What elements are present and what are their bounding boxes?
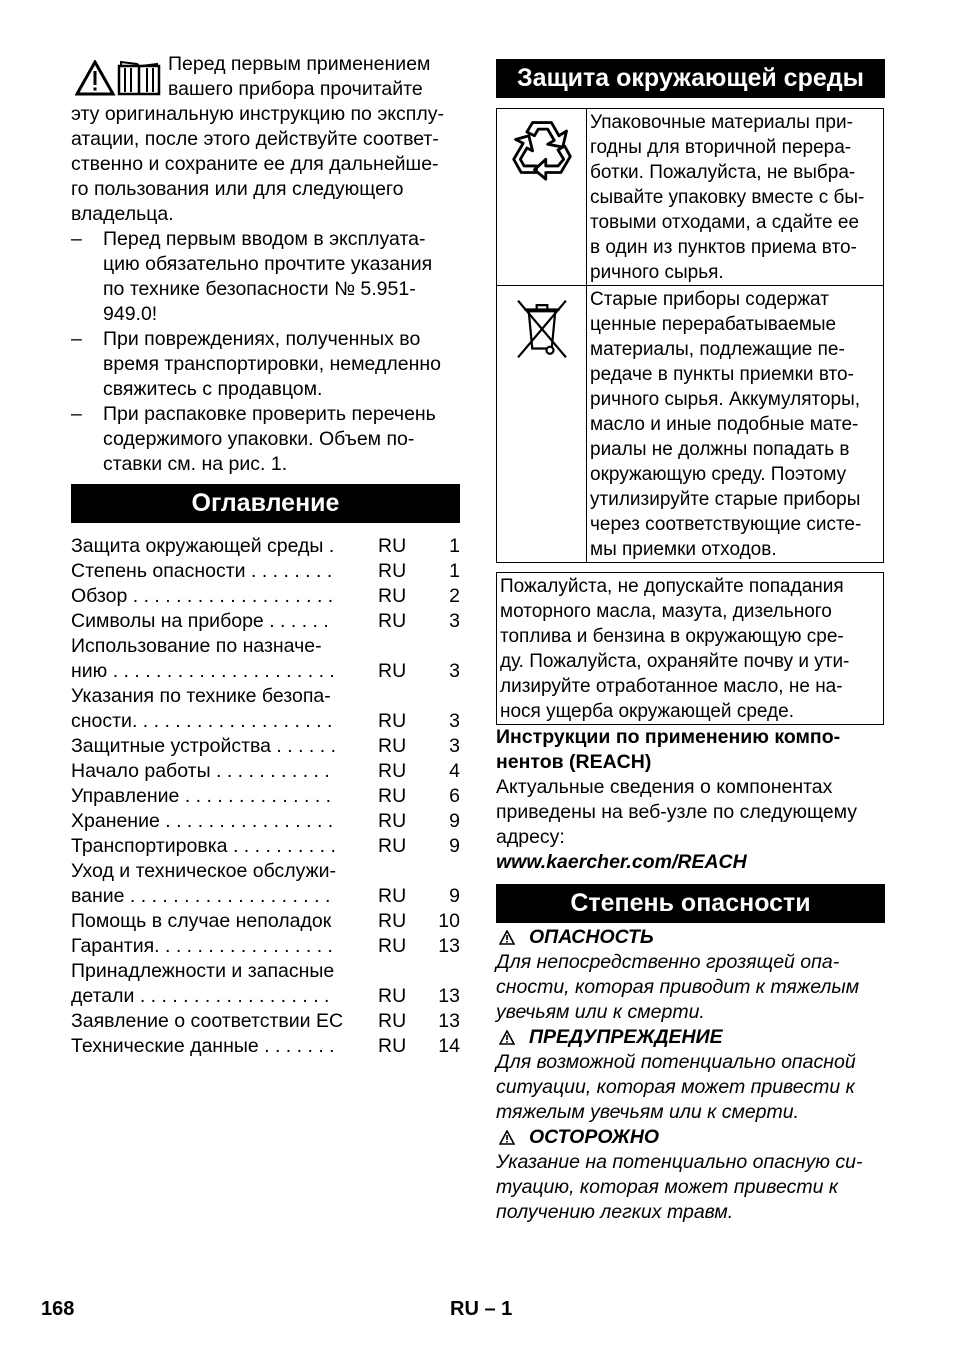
list-item: – При распаковке проверить перечень содержимого упаковки. Объем по- ставки см. на рис. 1. (71, 403, 436, 475)
toc-title: Технические данные . . . . . . . (71, 1035, 335, 1057)
warning-icon (499, 930, 515, 945)
toc-title: Защита окружающей среды . (71, 535, 335, 557)
toc-entry[interactable]: Уход и техническое обслужи- вание . . . . . . . . . . . . . . . . . . . RU 9 (71, 860, 460, 907)
toc-title: нию . . . . . . . . . . . . . . . . . . . . . (71, 660, 335, 682)
intro-paragraph (71, 52, 460, 227)
toc-lang: RU (378, 810, 407, 832)
toc-title: Помощь в случае неполадок (71, 910, 332, 932)
toc-lang: RU (378, 585, 407, 607)
intro-list (71, 227, 460, 477)
toc-entry[interactable]: Указания по технике безопа- сности. . . . . . . . . . . . . . . . . . . RU 3 (71, 685, 460, 732)
recycle-text: Упаковочные материалы при- годны для вторичной перера- ботки. Пожалуйста, не выбра- сывайте упаковку вместе с бы- товыми отходами, а сдайте ее в один из пунктов приема вто- ричного сырья. (587, 109, 884, 286)
toc-entry[interactable] (71, 609, 460, 634)
toc-page: 3 (449, 710, 460, 732)
toc-page: 13 (438, 985, 460, 1007)
toc-entry[interactable] (71, 1009, 460, 1034)
table-of-contents (71, 534, 460, 1059)
toc-lang: RU (378, 760, 407, 782)
toc-page: 3 (449, 660, 460, 682)
danger-level-warning: ПРЕДУПРЕЖДЕНИЕ Для возможной потенциально опасной ситуации, которая может привести к тяжелым увечьям или к смерти. (496, 1026, 856, 1123)
toc-entry[interactable] (71, 1034, 460, 1059)
toc-title: Гарантия. . . . . . . . . . . . . . . . . (71, 935, 333, 957)
danger-level-danger: ОПАСНОСТЬ Для непосредственно грозящей опа- сности, которая приводит к тяжелым увечьям или к смерти. (496, 926, 860, 1023)
toc-entry[interactable]: Использование по назначе- нию . . . . . . . . . . . . . . . . . . . . . RU 3 (71, 635, 460, 682)
toc-lang: RU (378, 660, 407, 682)
toc-page: 4 (449, 760, 460, 782)
toc-entry[interactable]: Принадлежности и запасные детали . . . . . . . . . . . . . . . . . . RU 13 (71, 960, 460, 1007)
toc-lang: RU (378, 735, 407, 757)
toc-lang: RU (378, 710, 407, 732)
danger-heading: Степень опасности (496, 884, 885, 923)
left-column (71, 52, 460, 1059)
toc-title: Хранение . . . . . . . . . . . . . . . . (71, 810, 334, 832)
danger-level-caution: ОСТОРОЖНО Указание на потенциально опасную си- туацию, которая может привести к получению легких травм. (496, 1126, 863, 1223)
toc-title: Символы на приборе . . . . . . (71, 610, 329, 632)
toc-page: 14 (438, 1035, 460, 1057)
warning-icon (499, 1130, 515, 1145)
toc-page: 2 (449, 585, 460, 607)
toc-lang: RU (378, 835, 407, 857)
crossed-bin-icon (511, 292, 573, 366)
toc-entry[interactable] (71, 934, 460, 959)
toc-lang: RU (378, 910, 407, 932)
oil-note-box: Пожалуйста, не допускайте попадания моторного масла, мазута, дизельного топлива и бензина в окружающую сре- ду. Пожалуйста, охраняйте почву и ути- лизируйте отработанное масло, не на- нося ущерба окружающей среде. (496, 572, 884, 725)
toc-lang: RU (378, 985, 407, 1007)
toc-lang: RU (378, 885, 407, 907)
toc-title: Защитные устройства . . . . . . (71, 735, 337, 757)
toc-page: 9 (449, 810, 460, 832)
warning-icon (499, 1030, 515, 1045)
warning-read-manual-icon (75, 60, 165, 96)
toc-lang: RU (378, 785, 407, 807)
intro-rest: эту оригинальную инструкцию по эксплу- атации, после этого действуйте соответ- ственно и сохраните ее для дальнейше- го пользования или для следующего владельца. (71, 103, 444, 225)
toc-title: Начало работы . . . . . . . . . . . (71, 760, 330, 782)
toc-lang: RU (378, 560, 407, 582)
toc-entry[interactable] (71, 559, 460, 584)
toc-entry[interactable] (71, 584, 460, 609)
toc-lang: RU (378, 935, 407, 957)
toc-page: 1 (449, 535, 460, 557)
toc-page: 3 (449, 610, 460, 632)
toc-title: Заявление о соответствии ЕС (71, 1010, 344, 1032)
reach-text: Актуальные сведения о компонентах приведены на веб-узле по следующему адресу: (496, 776, 858, 848)
toc-title: детали . . . . . . . . . . . . . . . . . . (71, 985, 330, 1007)
intro-first-lines: Перед первым применением вашего прибора прочитайте (168, 53, 431, 100)
list-item: – При повреждениях, полученных во время транспортировки, немедленно свяжитесь с продавцом. (71, 328, 441, 400)
toc-page: 10 (438, 910, 460, 932)
toc-lang: RU (378, 1035, 407, 1057)
toc-title: Управление . . . . . . . . . . . . . . (71, 785, 332, 807)
page-number: 168 (41, 1298, 75, 1320)
toc-page: 9 (449, 885, 460, 907)
toc-page: 13 (438, 1010, 460, 1032)
toc-title: Обзор . . . . . . . . . . . . . . . . . . . (71, 585, 334, 607)
bin-text: Старые приборы содержат ценные перерабатываемые материалы, подлежащие пе- редаче в пункты приемки вто- ричного сырья. Аккумуляторы, масло и иные подобные мате- риалы не должны попадать в окружающую среду. Поэтому утилизируйте старые приборы через соответствующие систе- мы приемки отходов. (587, 286, 884, 563)
reach-url-link[interactable]: www.kaercher.com/REACH (496, 851, 747, 873)
toc-page: 6 (449, 785, 460, 807)
toc-page: 1 (449, 560, 460, 582)
section-indicator: RU – 1 (450, 1298, 513, 1320)
toc-title: Степень опасности . . . . . . . . (71, 560, 333, 582)
toc-heading: Оглавление (71, 484, 460, 523)
environment-heading: Защита окружающей среды (496, 59, 885, 98)
toc-title: сности. . . . . . . . . . . . . . . . . . . (71, 710, 333, 732)
toc-entry[interactable] (71, 909, 460, 934)
toc-entry[interactable] (71, 809, 460, 834)
recycle-icon (504, 115, 580, 181)
reach-heading: Инструкции по применению компо- нентов (REACH) (496, 726, 841, 773)
toc-page: 3 (449, 735, 460, 757)
toc-entry[interactable] (71, 784, 460, 809)
toc-entry[interactable] (71, 734, 460, 759)
list-item: – Перед первым вводом в эксплуата- цию обязательно прочтите указания по технике безопасности № 5.951- 949.0! (71, 228, 433, 325)
toc-entry[interactable] (71, 834, 460, 859)
toc-title: Транспортировка . . . . . . . . . . (71, 835, 336, 857)
toc-title: вание . . . . . . . . . . . . . . . . . . . (71, 885, 331, 907)
toc-lang: RU (378, 1010, 407, 1032)
toc-page: 13 (438, 935, 460, 957)
toc-entry[interactable] (71, 534, 460, 559)
right-column (496, 59, 885, 1225)
environment-table (496, 108, 884, 563)
toc-entry[interactable] (71, 759, 460, 784)
toc-lang: RU (378, 610, 407, 632)
toc-page: 9 (449, 835, 460, 857)
toc-lang: RU (378, 535, 407, 557)
